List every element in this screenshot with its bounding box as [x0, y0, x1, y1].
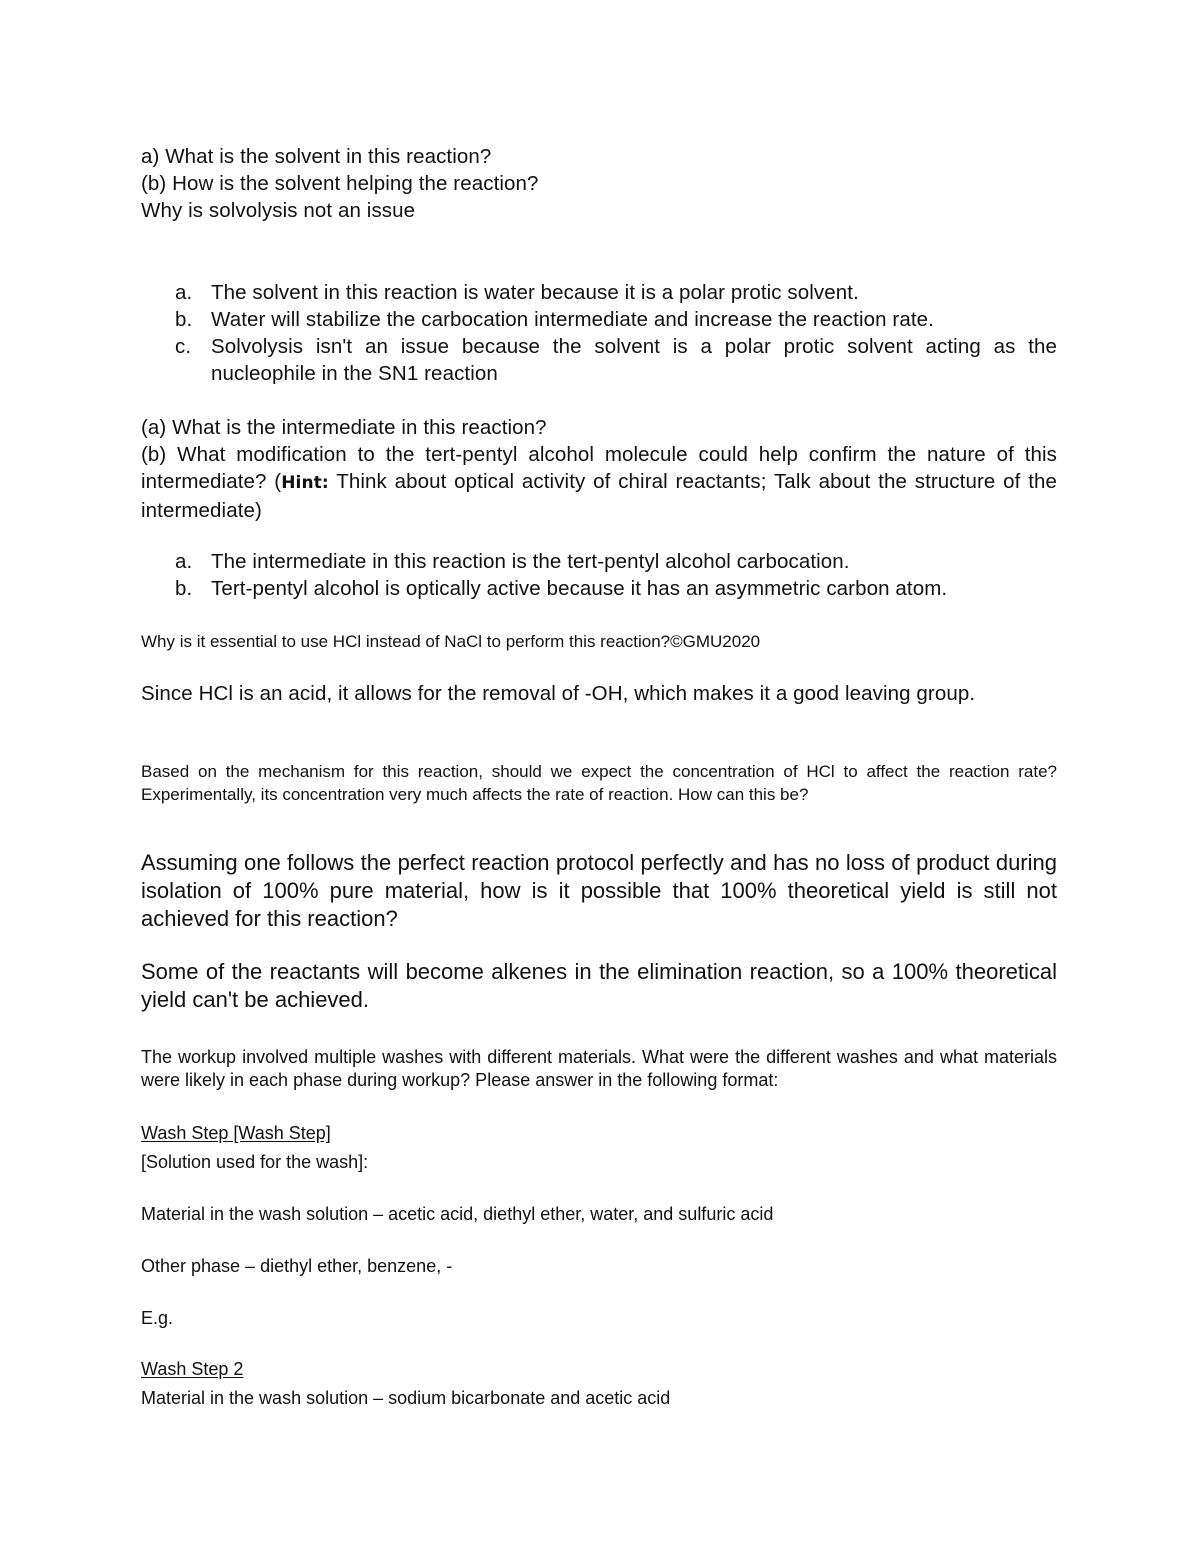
question-1c: Why is solvolysis not an issue — [141, 199, 416, 222]
list-marker: a. — [175, 281, 193, 304]
hint-label: Hint: — [281, 473, 329, 493]
answer-2a-text: The intermediate in this reaction is the tert-pentyl alcohol carbocation. — [211, 550, 850, 573]
question-5: Assuming one follows the perfect reaction protocol perfectly and has no loss of product during isolation of 100% pure material, how is it possible that 100% theoretical yield is still not achieved for this reaction? — [141, 850, 1057, 931]
wash-step-2-material: Material in the wash solution – sodium bicarbonate and acetic acid — [141, 1388, 671, 1408]
wash-step-2-heading: Wash Step 2 — [141, 1359, 244, 1379]
answer-1a-text: The solvent in this reaction is water because it is a polar protic solvent. — [211, 281, 859, 304]
list-marker: b. — [175, 308, 193, 331]
wash-step-1-example: E.g. — [141, 1308, 174, 1328]
answer-5: Some of the reactants will become alkenes in the elimination reaction, so a 100% theoretical yield can't be achieved. — [141, 959, 1057, 1012]
answer-1b-text: Water will stabilize the carbocation intermediate and increase the reaction rate. — [211, 308, 934, 331]
list-marker: c. — [175, 335, 192, 358]
question-6: The workup involved multiple washes with different materials. What were the different washes and what materials were likely in each phase during workup? Please answer in the following format: — [141, 1047, 1057, 1090]
list-marker: b. — [175, 577, 193, 600]
answer-2b-text: Tert-pentyl alcohol is optically active because it has an asymmetric carbon atom. — [211, 577, 948, 600]
list-marker: a. — [175, 550, 193, 573]
wash-step-1-heading: Wash Step [Wash Step] — [141, 1123, 331, 1143]
wash-step-1-other-phase: Other phase – diethyl ether, benzene, - — [141, 1256, 453, 1276]
question-2b — [141, 441, 1057, 524]
question-2a: (a) What is the intermediate in this reaction? — [141, 416, 547, 439]
answer-3: Since HCl is an acid, it allows for the removal of -OH, which makes it a good leaving group. — [141, 682, 976, 705]
question-2b-hint-text: Think about optical activity of chiral reactants; Talk about the structure of the intermediate) — [141, 470, 1058, 522]
question-1a: a) What is the solvent in this reaction? — [141, 145, 492, 168]
question-2b-text: (b) What modification to the tert-pentyl alcohol molecule could help confirm the nature of this intermediate? ( — [141, 443, 1057, 493]
wash-step-1-solution: [Solution used for the wash]: — [141, 1152, 369, 1172]
question-3: Why is it essential to use HCl instead of NaCl to perform this reaction?©GMU2020 — [141, 632, 761, 651]
question-1b: (b) How is the solvent helping the reaction? — [141, 172, 539, 195]
wash-step-1-material: Material in the wash solution – acetic acid, diethyl ether, water, and sulfuric acid — [141, 1204, 774, 1224]
question-4: Based on the mechanism for this reaction, should we expect the concentration of HCl to affect the reaction rate? Experimentally, its concentration very much affects the rate of reaction. How can this be? — [141, 762, 1057, 804]
answer-1c-text: Solvolysis isn't an issue because the solvent is a polar protic solvent acting as the nucleophile in the SN1 reaction — [211, 335, 1057, 385]
